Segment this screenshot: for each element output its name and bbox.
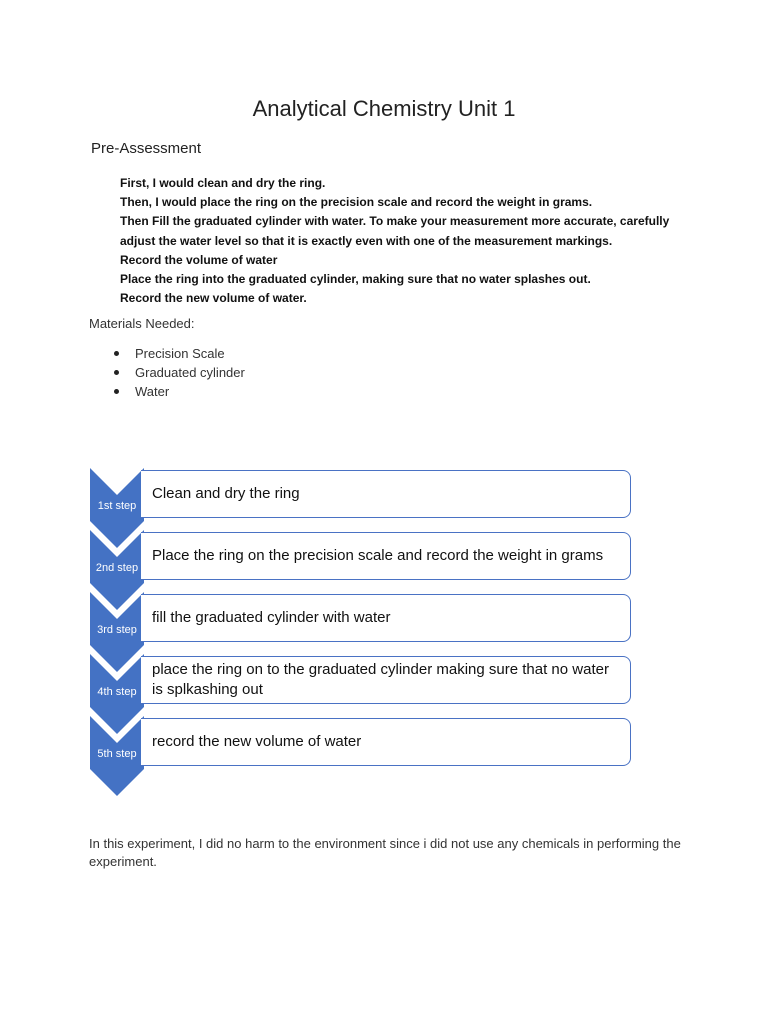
step-text: place the ring on to the graduated cylinder making sure that no water is splkashing out [152, 661, 609, 698]
step-box-2 [141, 532, 631, 580]
pre-assessment-line: Then, I would place the ring on the precision scale and record the weight in grams. [120, 195, 593, 210]
step-text: record the new volume of water [152, 733, 362, 750]
step-box-5 [141, 718, 631, 766]
step-box-1 [141, 470, 631, 518]
conclusion-paragraph: In this experiment, I did no harm to the environment since i did not use any chemicals in performing the experiment. [89, 836, 681, 869]
step-tag: 4th step [97, 686, 137, 698]
pre-assessment-line: First, I would clean and dry the ring. [120, 176, 326, 190]
page-title: Analytical Chemistry Unit 1 [252, 96, 516, 121]
pre-assessment-line: Record the new volume of water. [120, 291, 307, 306]
pre-assessment-line: Record the volume of water [120, 252, 278, 267]
materials-label: Materials Needed: [89, 316, 195, 331]
step-box-3 [141, 594, 631, 642]
step-box-4 [141, 656, 631, 704]
pre-assessment-line: adjust the water level so that it is exactly even with one of the measurement markings. [120, 233, 613, 248]
step-text: Clean and dry the ring [152, 485, 300, 502]
materials-list-item: Graduated cylinder [114, 363, 245, 382]
pre-assessment-heading: Pre-Assessment [91, 140, 202, 157]
step-tag: 3rd step [97, 624, 137, 636]
step-tag: 2nd step [95, 562, 139, 574]
materials-list-item: Water [114, 382, 245, 401]
step-tag: 1st step [97, 500, 137, 512]
materials-list-item: Precision Scale [114, 344, 245, 363]
step-text: fill the graduated cylinder with water [152, 609, 391, 626]
step-text: Place the ring on the precision scale and record the weight in grams [152, 547, 604, 564]
pre-assessment-line: Then Fill the graduated cylinder with water. To make your measurement more accurate, carefully [120, 214, 670, 229]
pre-assessment-line: Place the ring into the graduated cylinder, making sure that no water splashes out. [120, 272, 591, 287]
step-tag: 5th step [97, 748, 137, 760]
